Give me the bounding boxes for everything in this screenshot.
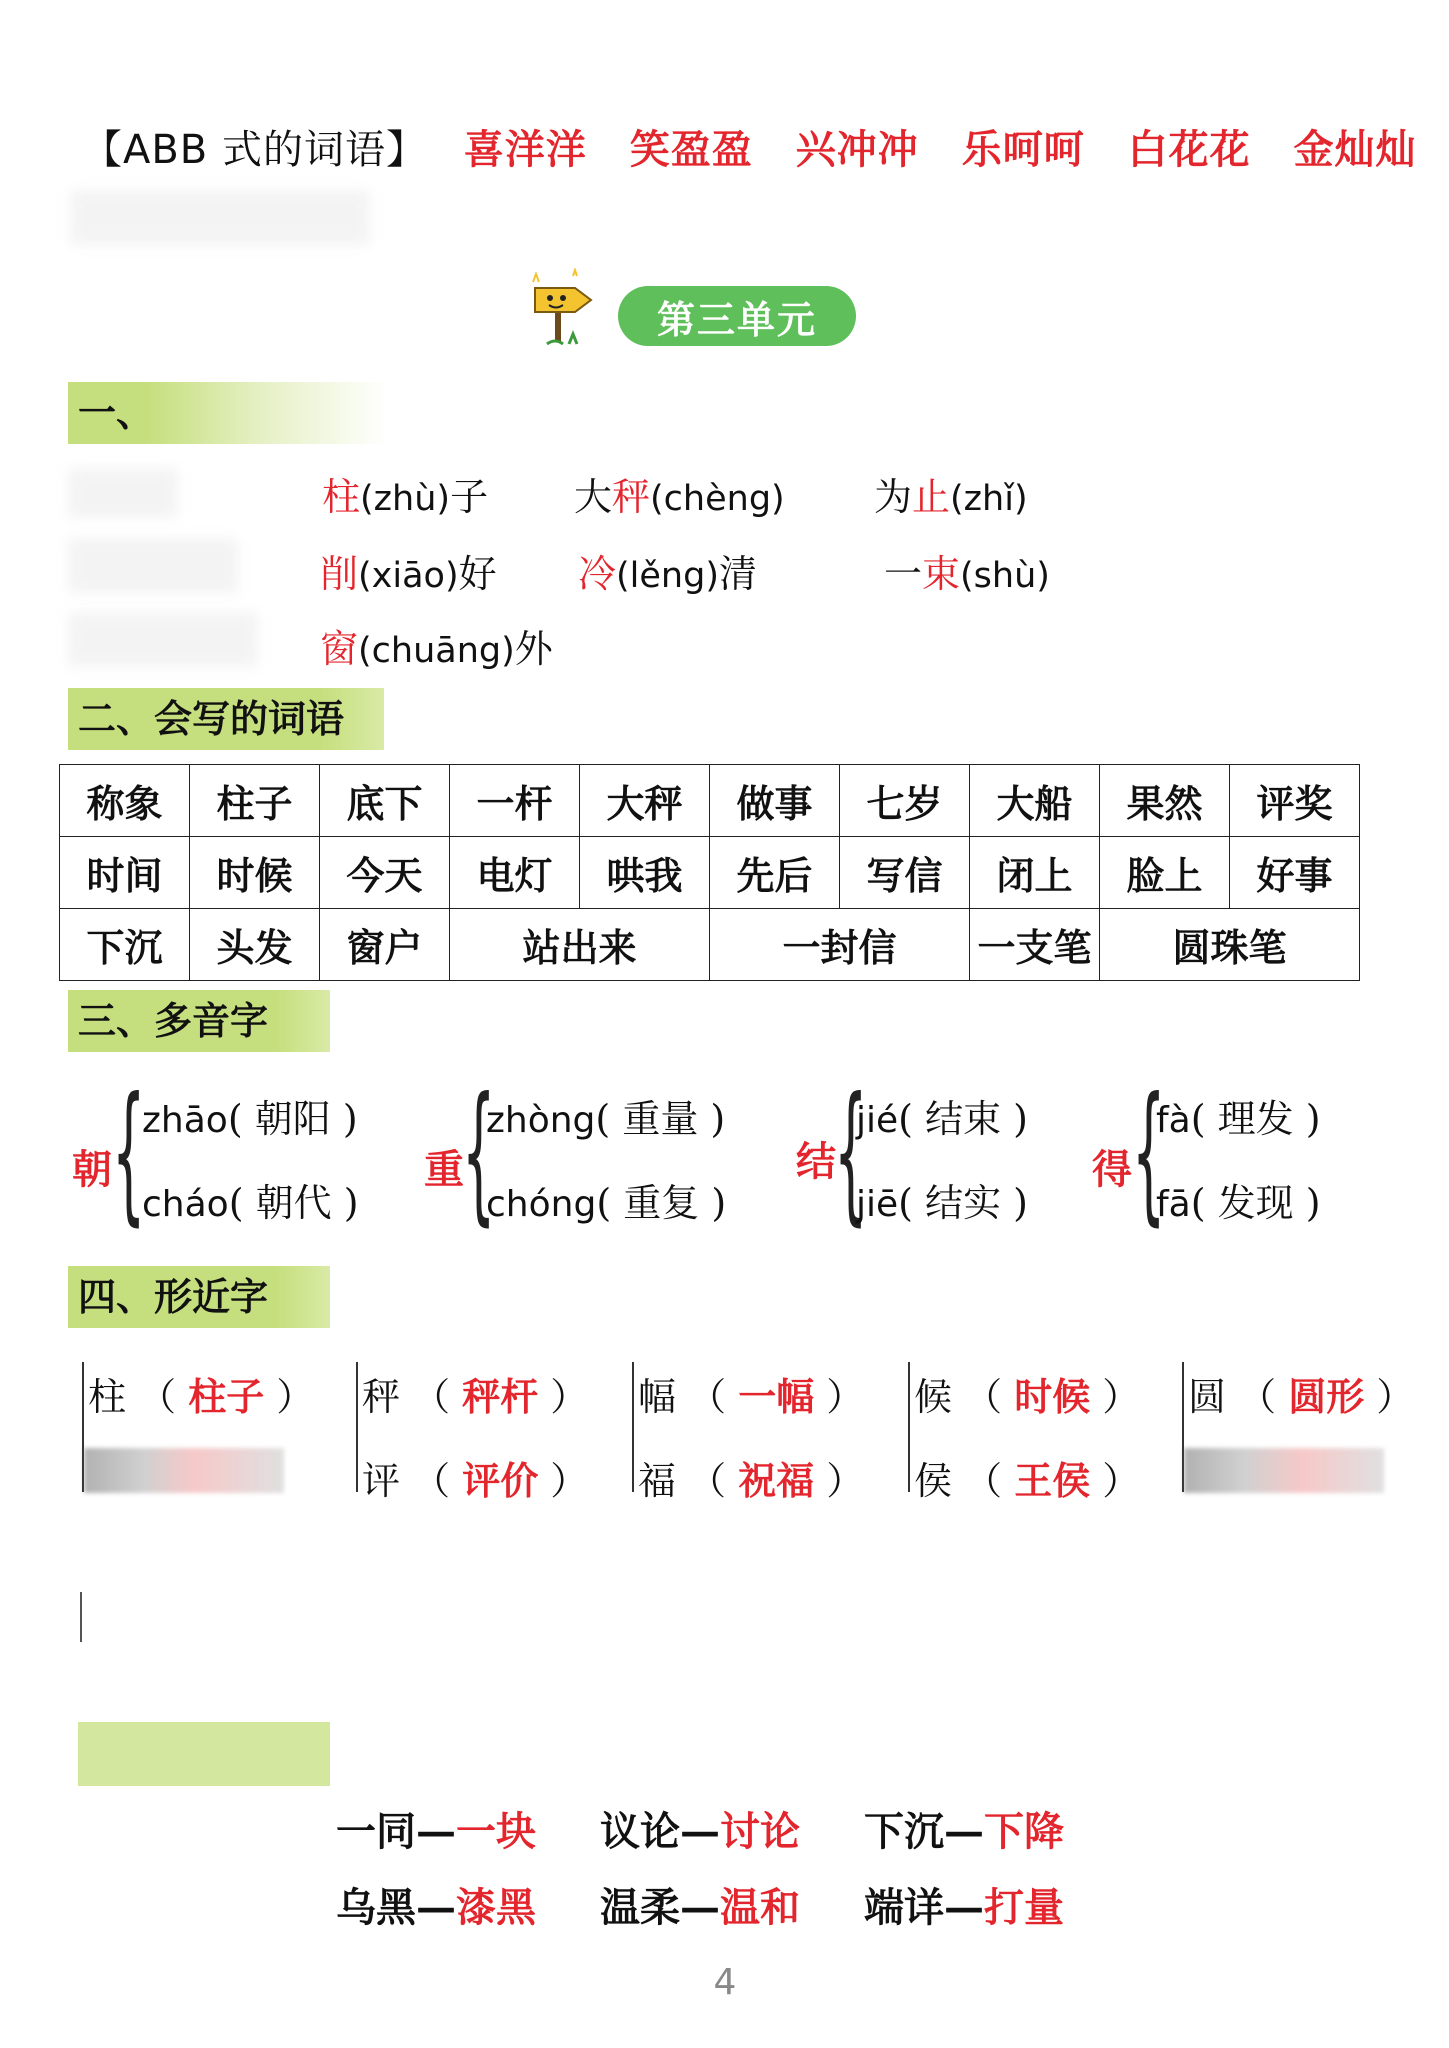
table-row [60,765,1360,837]
table-cell: 果然 [1100,765,1230,837]
brace-icon: { [112,1066,146,1240]
similar-char-pair: 候 （ 时候 ） [914,1374,1141,1419]
table-cell: 柱子 [190,765,320,837]
table-cell: 站出来 [450,909,710,981]
similar-char-pair: 秤 （ 秤杆 ） [362,1374,589,1419]
table-cell: 窗户 [320,909,450,981]
abb-word: 喜洋洋 [463,126,587,173]
polyphone-char: 结 [796,1138,836,1185]
synonym-pair: 议论—讨论 [600,1808,800,1855]
polyphone-reading: fà( 理发 ) [1156,1097,1321,1141]
polyphone-reading: fā( 发现 ) [1156,1181,1321,1225]
pinyin-item: 柱(zhù)子 [322,475,489,519]
polyphone-reading: cháo( 朝代 ) [142,1181,359,1225]
page-number: 4 [713,1962,737,2003]
similar-char-pair: 圆 （ 圆形 ） [1188,1374,1415,1419]
abb-word: 兴冲冲 [795,126,919,173]
table-cell: 闭上 [970,837,1100,909]
polyphone-reading: chóng( 重复 ) [486,1181,727,1225]
blurred-area [84,1448,284,1493]
table-cell: 电灯 [450,837,580,909]
table-row [60,909,1360,981]
polyphone-char: 重 [424,1146,464,1193]
table-cell: 好事 [1230,837,1360,909]
bracket-line [82,1362,84,1492]
bracket-line [1182,1362,1184,1492]
synonym-pair: 下沉—下降 [864,1808,1064,1855]
similar-char-pair: 侯 （ 王侯 ） [914,1458,1141,1503]
blurred-area [68,538,238,593]
bracket-line [80,1592,82,1642]
bracket-line [632,1362,634,1492]
table-cell: 大秤 [580,765,710,837]
table-cell: 今天 [320,837,450,909]
brace-icon: { [1132,1066,1166,1240]
bracket-line [356,1362,358,1492]
blurred-area [1184,1448,1384,1493]
blurred-area [68,468,178,518]
abb-word: 白花花 [1127,126,1251,173]
pinyin-item: 一束(shù) [884,552,1050,596]
pinyin-item: 削(xiāo)好 [320,552,497,596]
table-cell: 头发 [190,909,320,981]
synonym-pair: 一同—一块 [336,1808,536,1855]
abb-word: 笑盈盈 [629,126,753,173]
blurred-area [70,190,370,245]
abb-word: 金灿灿 [1293,126,1417,173]
polyphone-reading: jié( 结束 ) [856,1097,1028,1141]
unit-title-pill: 第三单元 [618,286,856,346]
table-cell: 称象 [60,765,190,837]
abb-word: 乐呵呵 [961,126,1085,173]
polyphone-reading: jiē( 结实 ) [856,1181,1028,1225]
section-heading-5-blurred [78,1722,330,1786]
table-cell: 先后 [710,837,840,909]
similar-char-pair: 幅 （ 一幅 ） [638,1374,865,1419]
similar-char-pair: 福 （ 祝福 ） [638,1458,865,1503]
polyphone-char: 得 [1092,1146,1132,1193]
synonym-pair: 端详—打量 [864,1884,1064,1931]
polyphone-reading: zhòng( 重量 ) [486,1097,726,1141]
abb-words-line [82,118,1417,175]
signpost-icon [525,268,595,348]
section-heading-1: 一、 [68,382,388,444]
table-row [60,837,1360,909]
table-cell: 一支笔 [970,909,1100,981]
section-heading-2: 二、会写的词语 [68,688,384,750]
section-heading-4: 四、形近字 [68,1266,330,1328]
similar-char-pair: 评 （ 评价 ） [362,1458,589,1503]
section-heading-3: 三、多音字 [68,990,330,1052]
table-cell: 大船 [970,765,1100,837]
brace-icon: { [462,1066,496,1240]
table-cell: 做事 [710,765,840,837]
pinyin-item: 冷(lěng)清 [578,552,757,596]
blurred-area [68,612,258,667]
table-cell: 时间 [60,837,190,909]
table-cell: 哄我 [580,837,710,909]
table-cell: 写信 [840,837,970,909]
polyphone-reading: zhāo( 朝阳 ) [142,1097,358,1141]
pinyin-item: 大秤(chèng) [574,475,785,519]
similar-char-pair: 柱 （ 柱子 ） [88,1374,315,1419]
table-cell: 底下 [320,765,450,837]
table-cell: 评奖 [1230,765,1360,837]
synonym-pair: 温柔—温和 [600,1884,800,1931]
table-cell: 下沉 [60,909,190,981]
abb-label: 【ABB 式的词语】 [82,127,427,173]
bracket-line [908,1362,910,1492]
synonym-pair: 乌黑—漆黑 [336,1884,536,1931]
table-cell: 圆珠笔 [1100,909,1360,981]
table-cell: 一封信 [710,909,970,981]
table-cell: 时候 [190,837,320,909]
pinyin-item: 窗(chuāng)外 [320,627,553,671]
pinyin-item: 为止(zhǐ) [874,475,1028,519]
words-table [59,764,1360,981]
polyphone-char: 朝 [72,1146,112,1193]
table-cell: 一杆 [450,765,580,837]
table-cell: 脸上 [1100,837,1230,909]
brace-icon: { [834,1066,868,1240]
table-cell: 七岁 [840,765,970,837]
